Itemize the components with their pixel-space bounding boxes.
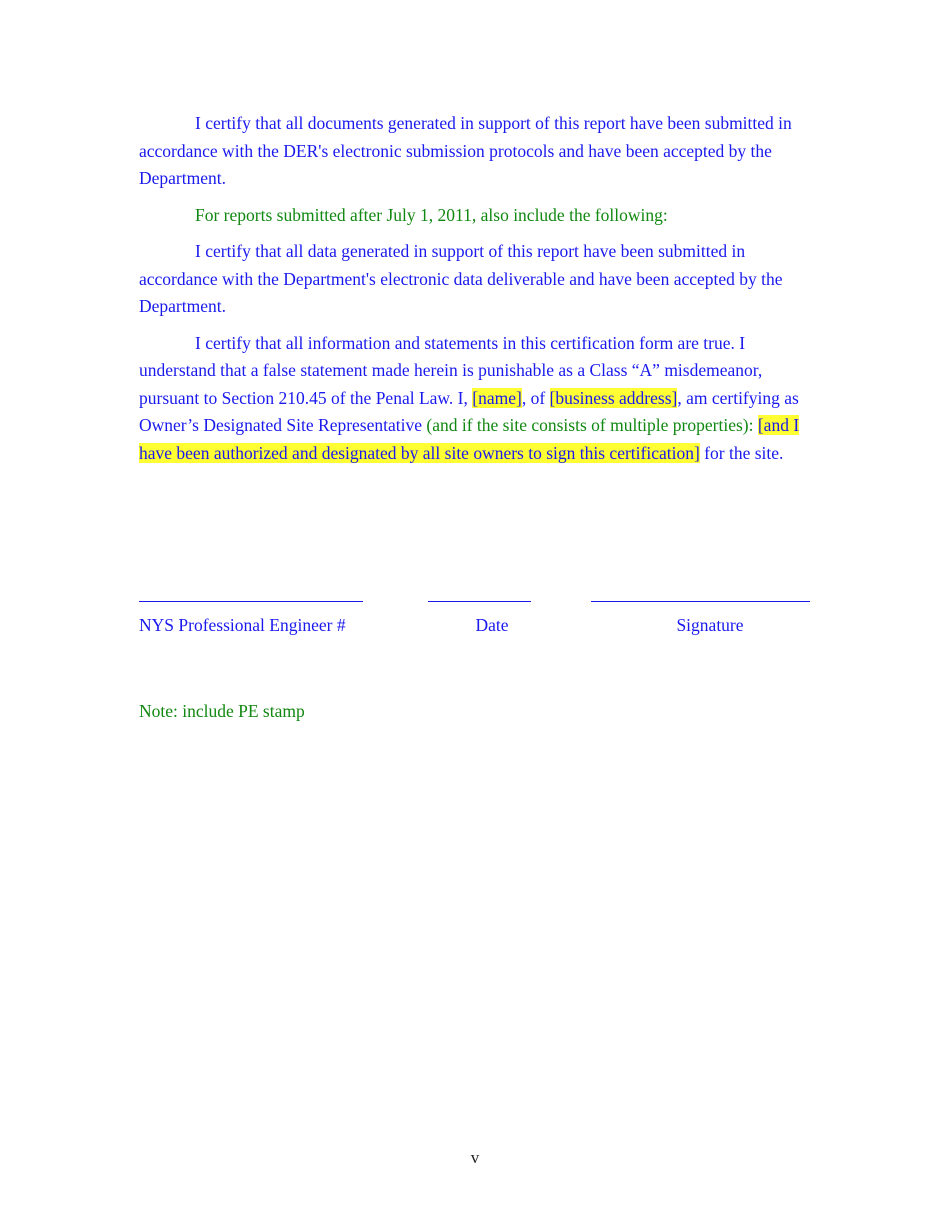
certification-text	[139, 110, 811, 476]
statement-text-2: , of	[521, 387, 550, 408]
statement-text-4: for the site.	[699, 442, 784, 463]
name-placeholder: [name]	[472, 387, 522, 408]
instruction-paragraph: For reports submitted after July 1, 2011, also include the following:	[195, 204, 668, 225]
pe-number-line	[139, 601, 363, 602]
statement-certification-paragraph	[139, 330, 811, 468]
pe-stamp-note: Note: include PE stamp	[139, 701, 305, 721]
date-label: Date	[475, 615, 509, 635]
documents-certification-paragraph: I certify that all documents generated in support of this report have been submitted in accordance with the DER's electronic submission protocols and have been accepted by the Department.	[139, 113, 792, 188]
date-line	[428, 601, 531, 602]
multiple-properties-condition: (and if the site consists of multiple properties):	[426, 415, 758, 435]
data-certification-paragraph: I certify that all data generated in support of this report have been submitted in accordance with the Department's electronic data deliverable and have been accepted by the Department.	[139, 241, 783, 316]
page-number: v	[470, 1148, 480, 1167]
authorization-placeholder: [and I have been authorized and designated by all site owners to sign this certification]	[139, 415, 800, 463]
statement-text-3: , am certifying as Owner’s Designated Site Representative	[139, 387, 799, 435]
business-address-placeholder: [business address]	[549, 387, 678, 408]
statement-text-1: I certify that all information and statements in this certification form are true. I understand that a false statement made herein is punishable as a Class “A” misdemeanor, pursuant to Section 210.45 of the Penal Law. I,	[139, 332, 763, 408]
pe-number-label: NYS Professional Engineer #	[139, 615, 346, 635]
signature-label: Signature	[676, 615, 744, 635]
signature-line	[591, 601, 810, 602]
